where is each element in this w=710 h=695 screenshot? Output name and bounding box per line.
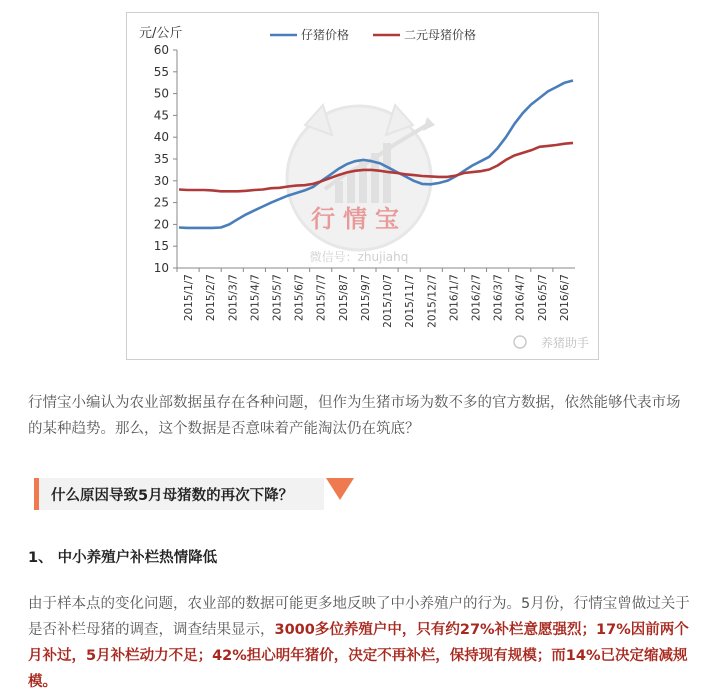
x-tick-label: 2016/3/7 [492, 274, 505, 322]
y-tick-label: 20 [153, 217, 169, 232]
section-title: 1、 中小养殖户补栏热情降低 [28, 550, 218, 566]
banner-triangle-icon [326, 478, 354, 500]
x-tick-label: 2016/1/7 [448, 274, 461, 322]
x-tick-label: 2015/2/7 [205, 274, 218, 322]
watermark-corner: 养猪助手 [540, 336, 589, 350]
legend-label-sow: 二元母猪价格 [404, 28, 477, 42]
x-tick-label: 2016/4/7 [514, 274, 527, 322]
intro-paragraph: 行情宝小编认为农业部数据虽存在各种问题，但作为生猪市场为数不多的官方数据，依然能够代表市场的某种趋势。那么，这个数据是否意味着产能淘汰仍在筑底？ [28, 395, 681, 437]
y-axis-title: 元/公斤 [139, 26, 183, 41]
legend-label-piglet: 仔猪价格 [301, 28, 350, 42]
x-tick-label: 2015/12/7 [426, 274, 439, 328]
banner-bar [34, 478, 324, 510]
x-tick-label: 2015/3/7 [227, 274, 240, 322]
y-tick-label: 10 [153, 261, 169, 275]
x-tick-label: 2015/11/7 [404, 274, 417, 328]
price-chart [126, 12, 599, 360]
y-tick-label: 35 [153, 152, 169, 166]
chart-legend [270, 27, 476, 42]
y-tick-label: 55 [153, 64, 169, 79]
y-tick-label: 40 [153, 130, 169, 145]
banner-text: 什么原因导致5月母猪数的再次下降？ [51, 488, 294, 504]
wechat-icon [514, 336, 526, 348]
survey-text: 由于样本点的变化问题，农业部的数据可能更多地反映了中小养殖户的行为。5月份，行情宝曾做过关于是否补栏母猪的调查，调查结果显示， [28, 596, 690, 638]
y-tick-label: 25 [153, 195, 169, 210]
y-tick-label: 30 [153, 173, 169, 188]
x-tick-label: 2015/7/7 [315, 274, 328, 322]
x-tick-label: 2015/8/7 [337, 274, 350, 322]
survey-paragraph [28, 591, 690, 695]
watermark-brand: 行情宝 [311, 205, 407, 233]
x-tick-label: 2015/5/7 [271, 274, 284, 322]
x-tick-label: 2016/2/7 [470, 274, 483, 322]
y-tick-label: 50 [153, 86, 169, 101]
section-banner [34, 478, 352, 510]
x-tick-label: 2015/4/7 [249, 274, 262, 322]
x-tick-label: 2016/6/7 [558, 274, 571, 322]
price-chart-svg [127, 13, 600, 361]
x-tick-label: 2015/6/7 [293, 274, 306, 322]
x-tick-label: 2015/1/7 [183, 274, 196, 322]
y-tick-label: 60 [153, 43, 169, 57]
x-tick-label: 2015/9/7 [359, 274, 372, 322]
y-tick-label: 15 [153, 239, 169, 254]
watermark-wechat: 微信号：zhujiahq [309, 250, 409, 264]
x-tick-label: 2016/5/7 [536, 274, 549, 322]
x-tick-label: 2015/10/7 [382, 274, 395, 328]
survey-highlight: 3000多位养殖户中，只有约27%补栏意愿强烈；17%因前两个月补过，5月补栏动力不足；42%担心明年猪价，决定不再补栏，保持现有规模；而14%已决定缩减规模。 [28, 622, 689, 690]
y-tick-label: 45 [153, 108, 169, 123]
